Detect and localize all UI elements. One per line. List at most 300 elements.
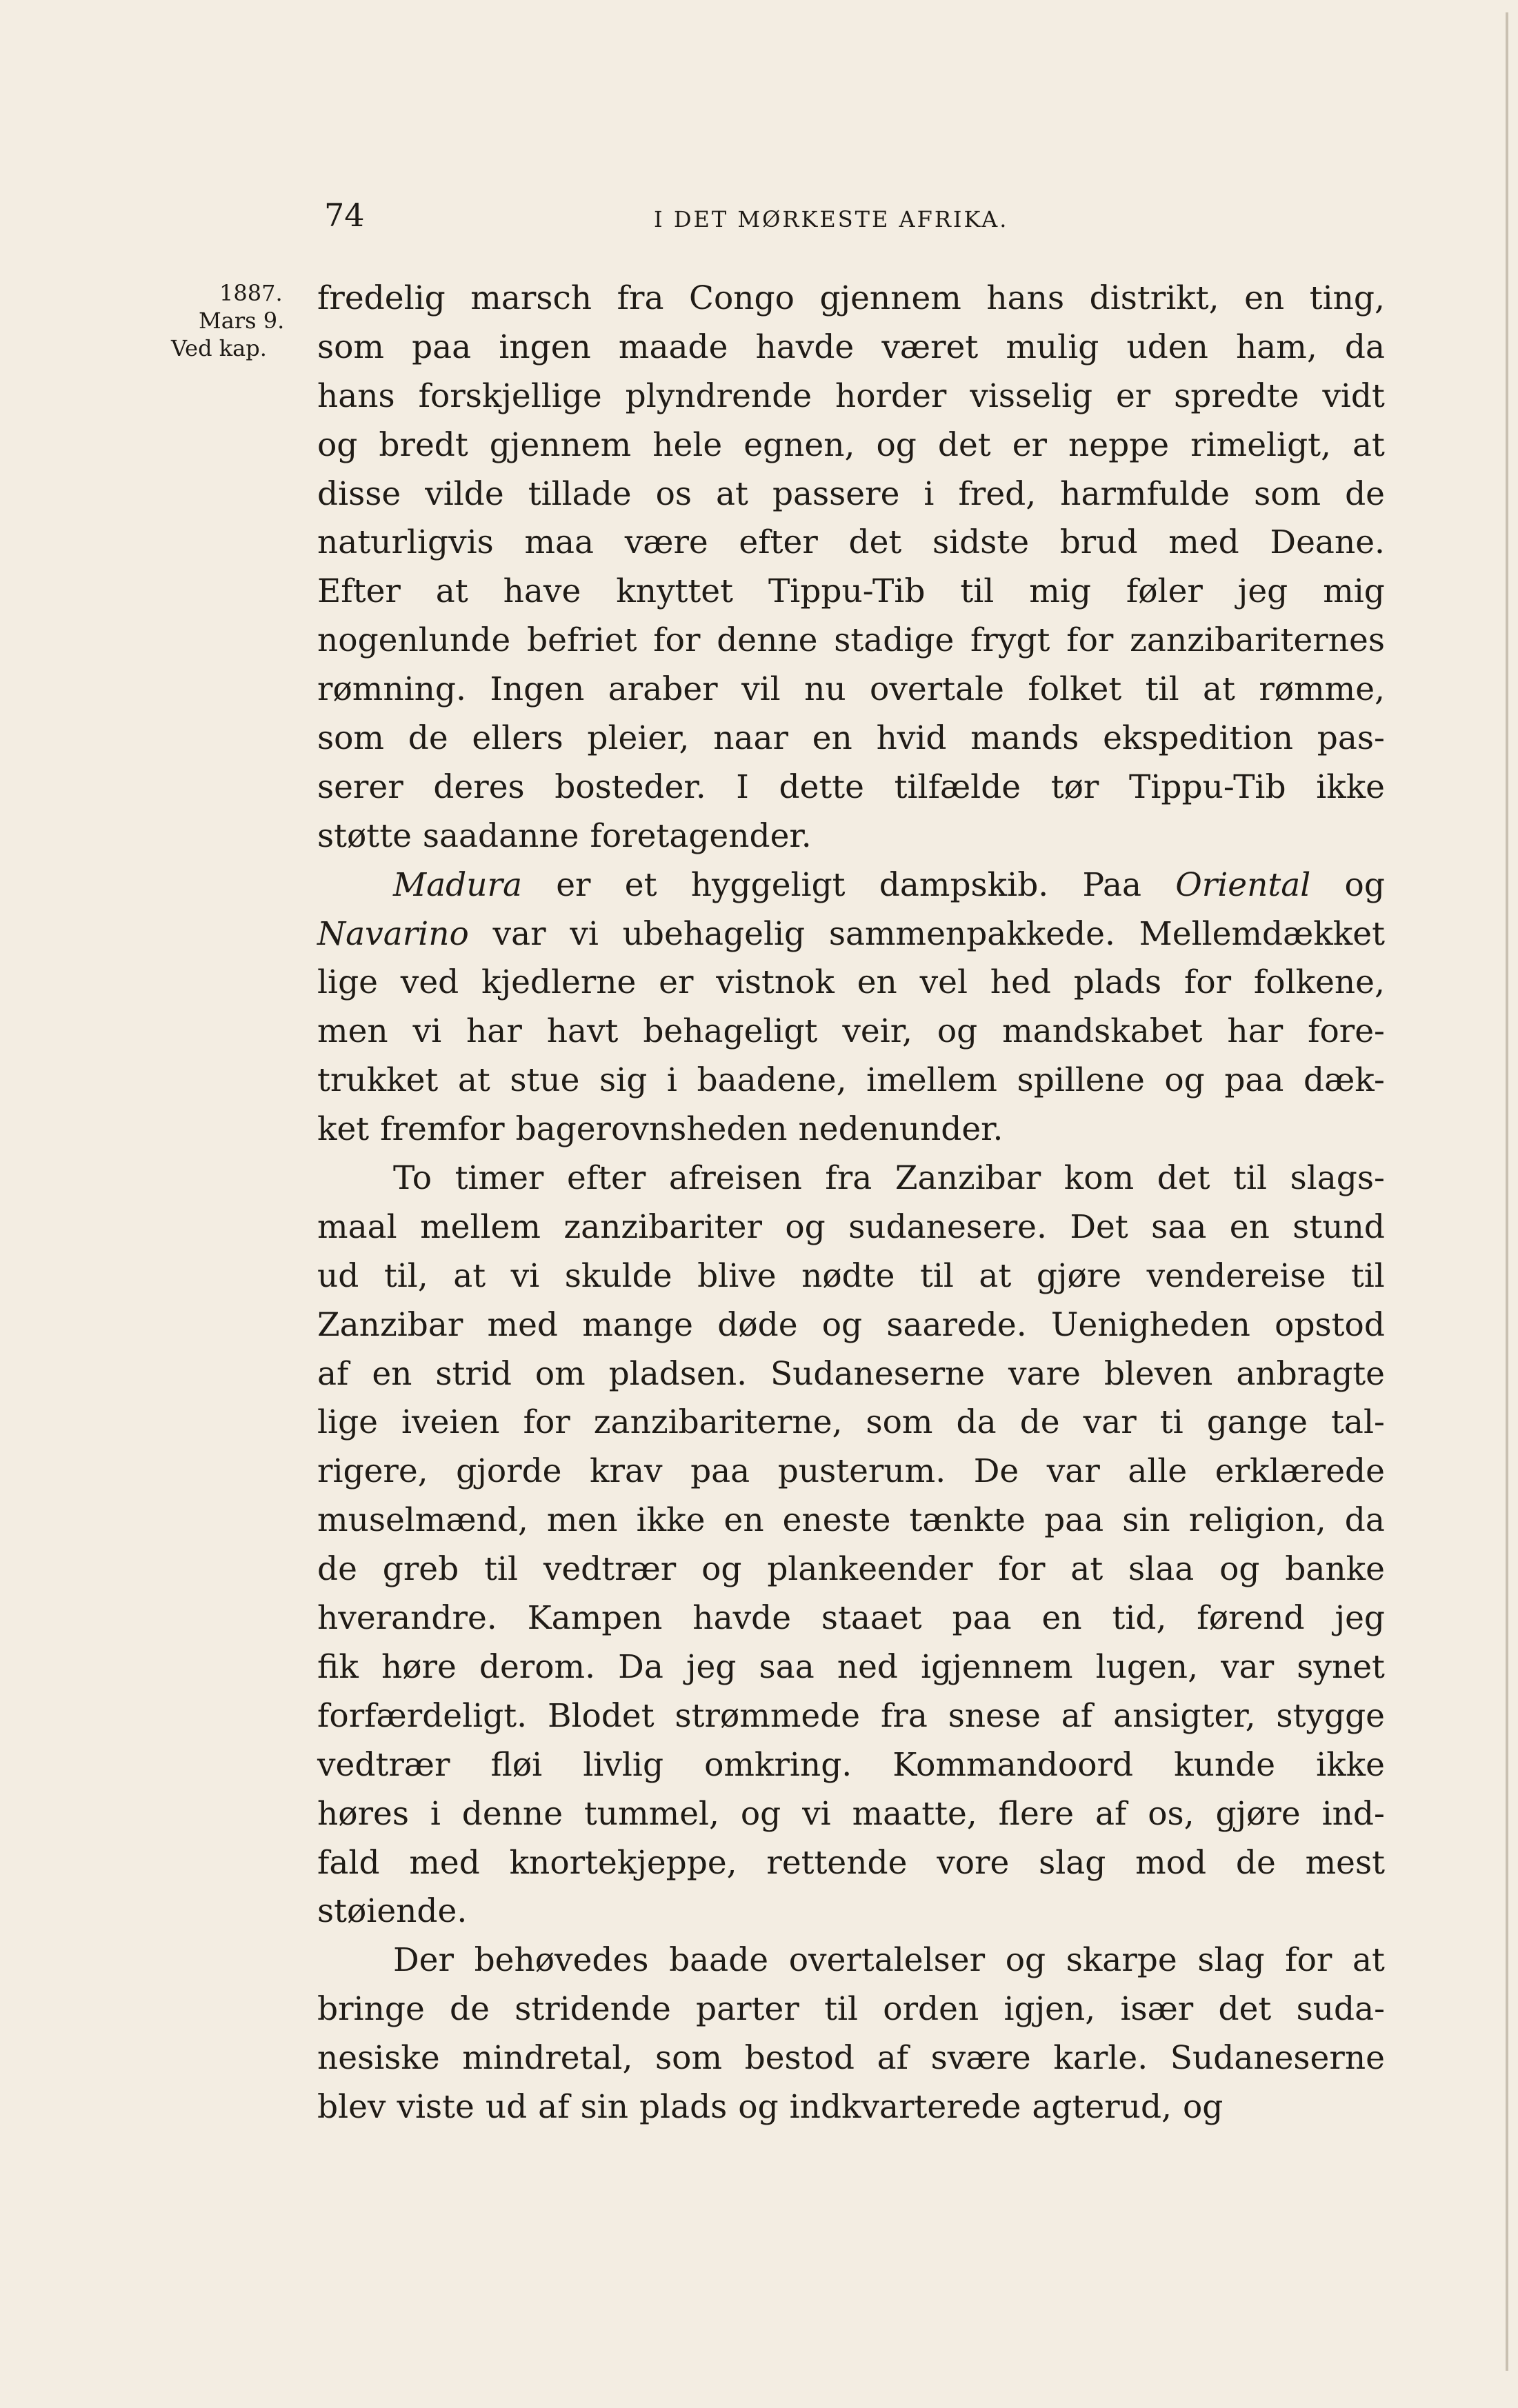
- word: nu: [804, 670, 846, 709]
- word: ved: [400, 963, 459, 1002]
- word: Sudaneserne: [1170, 2039, 1385, 2078]
- word: Navarino: [317, 914, 469, 953]
- word: førend: [1197, 1599, 1305, 1638]
- text-line: [317, 1545, 1385, 1594]
- word: for: [1285, 1941, 1332, 1980]
- word: dæk-: [1304, 1061, 1385, 1100]
- word: i: [923, 474, 935, 513]
- word: efter: [566, 1159, 646, 1198]
- word: og: [317, 425, 358, 464]
- word: i: [666, 1061, 677, 1100]
- word: var: [1083, 1403, 1137, 1442]
- word: paa: [690, 1452, 750, 1491]
- word: folkene,: [1253, 963, 1385, 1002]
- word: for: [1066, 621, 1114, 660]
- text-line: [317, 1643, 1385, 1692]
- word: at: [1070, 1550, 1103, 1589]
- word: med: [1168, 523, 1239, 562]
- running-head: I DET MØRKESTE AFRIKA.: [654, 206, 1009, 232]
- word: omkring.: [704, 1745, 852, 1784]
- word: egnen,: [743, 425, 855, 464]
- text-line: [317, 519, 1385, 568]
- text-line: [317, 616, 1385, 665]
- word: mig: [1029, 572, 1091, 611]
- word: saa: [759, 1647, 815, 1686]
- word: ket: [317, 1110, 370, 1149]
- word: ham,: [1235, 328, 1317, 366]
- text-line: [317, 1007, 1385, 1056]
- word: trukket: [317, 1061, 439, 1100]
- text-line: [317, 1105, 1385, 1154]
- word: behøvedes: [474, 1941, 649, 1980]
- word: og: [738, 2087, 779, 2126]
- word: pleier,: [587, 719, 690, 758]
- word: mandskabet: [1002, 1012, 1203, 1051]
- word: at: [453, 1256, 486, 1295]
- word: svære: [930, 2039, 1031, 2078]
- word: fredelig: [317, 279, 446, 317]
- word: pas-: [1317, 719, 1385, 758]
- word: Sudaneserne: [770, 1354, 986, 1393]
- text-line: [317, 1692, 1385, 1741]
- word: ikke: [1316, 1745, 1385, 1784]
- word: behageligt: [643, 1012, 818, 1051]
- word: af: [317, 1354, 349, 1393]
- word: sin: [1122, 1501, 1170, 1540]
- word: det: [937, 425, 991, 464]
- text-line: [317, 1447, 1385, 1496]
- page-header: [324, 194, 1400, 236]
- word: Congo: [689, 279, 795, 317]
- word: sidste: [932, 523, 1030, 562]
- word: gange: [1206, 1403, 1308, 1442]
- word: araber: [608, 670, 718, 709]
- word: gjennem: [819, 279, 961, 317]
- word: Blodet: [547, 1696, 655, 1735]
- word: hvid: [876, 719, 947, 758]
- word: og: [701, 1550, 742, 1589]
- word: de: [1019, 1403, 1060, 1442]
- word: gjennem: [489, 425, 632, 464]
- word: fik: [317, 1647, 359, 1686]
- word: mands: [970, 719, 1079, 758]
- word: suda-: [1296, 1990, 1385, 2029]
- word: fløi: [490, 1745, 543, 1784]
- word: sin: [580, 2087, 628, 2126]
- text-line: [317, 861, 1385, 910]
- word: harmfulde: [1060, 474, 1230, 513]
- word: marsch: [470, 279, 592, 317]
- word: Mellemdækket: [1139, 914, 1385, 953]
- word: zanzibariter: [563, 1207, 762, 1246]
- word: disse: [317, 474, 401, 513]
- word: kjedlerne: [481, 963, 637, 1002]
- text-line: [317, 421, 1385, 470]
- word: til,: [383, 1256, 428, 1295]
- word: flere: [998, 1794, 1075, 1833]
- word: det: [848, 523, 902, 562]
- body-text: [317, 274, 1385, 2132]
- word: spillene: [1017, 1061, 1145, 1100]
- word: tid,: [1112, 1599, 1167, 1638]
- word: baadene,: [697, 1061, 847, 1100]
- word: tilfælde: [894, 767, 1021, 806]
- word: deres: [433, 767, 525, 806]
- word: fra: [880, 1696, 928, 1735]
- word: gjøre: [1036, 1256, 1122, 1295]
- text-line: [317, 1301, 1385, 1350]
- word: plads: [639, 2087, 728, 2126]
- word: pladsen.: [608, 1354, 748, 1393]
- word: ingen: [499, 328, 591, 366]
- word: Zanzibar: [895, 1159, 1041, 1198]
- word: synet: [1297, 1647, 1385, 1686]
- word: alle: [1128, 1452, 1188, 1491]
- word: Uenigheden: [1050, 1305, 1250, 1344]
- word: som: [317, 719, 384, 758]
- word: neppe: [1068, 425, 1170, 464]
- word: visselig: [970, 377, 1093, 415]
- text-line: [317, 274, 1385, 323]
- word: krav: [590, 1452, 663, 1491]
- word: anbragte: [1236, 1354, 1385, 1393]
- text-line: [317, 1154, 1385, 1203]
- text-line: [317, 714, 1385, 763]
- word: knortekjeppe,: [509, 1843, 737, 1882]
- word: vilde: [425, 474, 504, 513]
- word: af: [538, 2087, 570, 2126]
- text-line: [317, 665, 1385, 714]
- word: gjorde: [456, 1452, 562, 1491]
- word: horder: [835, 377, 947, 415]
- word: eneste: [782, 1501, 891, 1540]
- text-line: [317, 812, 1385, 861]
- word: paa: [412, 328, 472, 366]
- word: at: [435, 572, 468, 611]
- word: nødte: [801, 1256, 895, 1295]
- word: af: [1095, 1794, 1127, 1833]
- word: To: [393, 1159, 432, 1198]
- word: ind-: [1321, 1794, 1385, 1833]
- word: vi: [570, 914, 599, 953]
- word: zanzibariterne,: [593, 1403, 843, 1442]
- word: var: [1046, 1452, 1100, 1491]
- word: lugen,: [1095, 1647, 1199, 1686]
- word: snese: [948, 1696, 1041, 1735]
- word: brud: [1059, 523, 1138, 562]
- word: ikke: [1316, 767, 1385, 806]
- word: med: [409, 1843, 480, 1882]
- word: og: [1164, 1061, 1205, 1100]
- word: rettende: [766, 1843, 908, 1882]
- word: pusterum.: [777, 1452, 946, 1491]
- word: da: [1344, 328, 1385, 366]
- text-line: [317, 470, 1385, 519]
- margin-date: Mars 9.: [199, 308, 285, 334]
- word: og: [937, 1012, 978, 1051]
- word: tillade: [528, 474, 632, 513]
- word: naturligvis: [317, 523, 494, 562]
- word: høres: [317, 1794, 409, 1833]
- word: os: [655, 474, 692, 513]
- word: sudanesere.: [848, 1207, 1047, 1246]
- word: tummel,: [583, 1794, 719, 1833]
- word: stund: [1292, 1207, 1385, 1246]
- word: karle.: [1053, 2039, 1148, 2078]
- word: og: [785, 1207, 826, 1246]
- word: vel: [919, 963, 968, 1002]
- word: være: [624, 523, 708, 562]
- word: strid: [435, 1354, 512, 1393]
- word: zanzibariternes: [1130, 621, 1385, 660]
- word: med: [487, 1305, 559, 1344]
- word: for: [998, 1550, 1046, 1589]
- word: Kommandoord: [892, 1745, 1134, 1784]
- word: lige: [317, 1403, 378, 1442]
- word: tør: [1050, 767, 1099, 806]
- word: til: [1233, 1159, 1268, 1198]
- word: en: [372, 1354, 412, 1393]
- word: saadanne: [422, 816, 579, 855]
- word: blev: [317, 2087, 386, 2126]
- word: bredt: [379, 425, 468, 464]
- text-line: [317, 2034, 1385, 2083]
- word: vidt: [1322, 377, 1385, 415]
- word: Ingen: [490, 670, 585, 709]
- word: fra: [617, 279, 664, 317]
- word: derom.: [479, 1647, 596, 1686]
- word: rømme,: [1259, 670, 1385, 709]
- word: til: [1350, 1256, 1385, 1295]
- word: for: [1184, 963, 1232, 1002]
- word: stue: [510, 1061, 580, 1100]
- word: igjennem: [921, 1647, 1073, 1686]
- text-line: [317, 1350, 1385, 1399]
- word: baade: [669, 1941, 769, 1980]
- word: tænkte: [909, 1501, 1026, 1540]
- word: dette: [779, 767, 864, 806]
- word: af: [877, 2039, 908, 2078]
- word: igjen,: [1003, 1990, 1096, 2029]
- word: jeg: [1237, 572, 1288, 611]
- word: efter: [739, 523, 818, 562]
- word: for: [523, 1403, 570, 1442]
- word: bestod: [744, 2039, 855, 2078]
- word: agterud,: [1032, 2087, 1172, 2126]
- word: de: [450, 1990, 490, 2029]
- word: befriet: [526, 621, 637, 660]
- word: jeg: [686, 1647, 737, 1686]
- word: foretagender.: [590, 816, 812, 855]
- word: da: [1344, 1501, 1385, 1540]
- word: lige: [317, 963, 378, 1002]
- word: slag: [1197, 1941, 1265, 1980]
- word: afreisen: [668, 1159, 802, 1198]
- word: distrikt,: [1089, 279, 1219, 317]
- word: en: [812, 719, 852, 758]
- word: ubehagelig: [622, 914, 806, 953]
- word: forskjellige: [418, 377, 602, 415]
- word: spredte: [1174, 377, 1299, 415]
- word: fald: [317, 1843, 380, 1882]
- margin-place: Ved kap.: [171, 335, 267, 361]
- word: mindretal,: [462, 2039, 633, 2078]
- text-line: [317, 1496, 1385, 1545]
- word: mig: [1323, 572, 1385, 611]
- word: støtte: [317, 816, 412, 855]
- text-line: [317, 1790, 1385, 1839]
- word: vil: [741, 670, 781, 709]
- word: have: [503, 572, 581, 611]
- page-edge: [1506, 12, 1508, 2371]
- word: vedtrær: [317, 1745, 450, 1784]
- word: bleven: [1103, 1354, 1213, 1393]
- word: høre: [381, 1647, 457, 1686]
- word: rømning.: [317, 670, 466, 709]
- word: og: [1005, 1941, 1046, 1980]
- word: hele: [652, 425, 723, 464]
- word: havt: [546, 1012, 619, 1051]
- text-line: [317, 959, 1385, 1007]
- word: for: [653, 621, 701, 660]
- word: saa: [1151, 1207, 1207, 1246]
- word: plyndrende: [625, 377, 812, 415]
- word: som: [655, 2039, 723, 2078]
- word: strømmede: [675, 1696, 861, 1735]
- text-line: [317, 1252, 1385, 1301]
- text-line: [317, 1203, 1385, 1252]
- word: Deane.: [1270, 523, 1385, 562]
- word: til: [824, 1990, 859, 2029]
- word: folket: [1028, 670, 1122, 709]
- word: vendereise: [1146, 1256, 1326, 1295]
- word: ned: [837, 1647, 898, 1686]
- word: en: [1244, 279, 1285, 317]
- word: maatte,: [852, 1794, 977, 1833]
- word: døde: [717, 1305, 798, 1344]
- word: maal: [317, 1207, 397, 1246]
- word: til: [919, 1256, 954, 1295]
- text-line: [317, 910, 1385, 959]
- word: maade: [618, 328, 728, 366]
- word: stridende: [515, 1990, 671, 2029]
- word: opstod: [1275, 1305, 1385, 1344]
- word: denne: [717, 621, 818, 660]
- word: Tippu-Tib: [1129, 767, 1286, 806]
- word: veir,: [842, 1012, 912, 1051]
- word: Zanzibar: [317, 1305, 463, 1344]
- word: og: [876, 425, 917, 464]
- text-line: [317, 1398, 1385, 1447]
- word: Tippu-Tib: [768, 572, 926, 611]
- word: vi: [412, 1012, 442, 1051]
- word: da: [956, 1403, 997, 1442]
- word: slags-: [1290, 1159, 1385, 1198]
- word: Paa: [1082, 865, 1142, 904]
- word: slaa: [1128, 1550, 1195, 1589]
- word: serer: [317, 767, 403, 806]
- word: bosteder.: [555, 767, 706, 806]
- word: timer: [455, 1159, 544, 1198]
- word: religion,: [1188, 1501, 1326, 1540]
- margin-note: [171, 279, 323, 362]
- word: maa: [524, 523, 595, 562]
- word: ikke: [636, 1501, 706, 1540]
- word: fore-: [1308, 1012, 1385, 1051]
- word: var: [1221, 1647, 1275, 1686]
- word: det: [1218, 1990, 1272, 2029]
- word: hed: [990, 963, 1051, 1002]
- word: greb: [382, 1550, 459, 1589]
- word: har: [466, 1012, 522, 1051]
- word: til: [484, 1550, 518, 1589]
- word: er: [659, 963, 694, 1002]
- text-line: [317, 1056, 1385, 1105]
- word: skarpe: [1066, 1941, 1177, 1980]
- word: gjøre: [1215, 1794, 1301, 1833]
- word: at: [716, 474, 748, 513]
- word: paa: [952, 1599, 1012, 1638]
- word: til: [1145, 670, 1179, 709]
- word: ansigter,: [1113, 1696, 1256, 1735]
- word: ti: [1159, 1403, 1184, 1442]
- word: om: [535, 1354, 586, 1393]
- word: forfærdeligt.: [317, 1696, 528, 1735]
- word: vi: [802, 1794, 831, 1833]
- word: at: [1203, 670, 1235, 709]
- word: hverandre.: [317, 1599, 497, 1638]
- word: føler: [1126, 572, 1203, 611]
- word: og: [740, 1794, 781, 1833]
- word: og: [1219, 1550, 1260, 1589]
- word: vi: [510, 1256, 540, 1295]
- word: men: [317, 1012, 388, 1051]
- word: ting,: [1309, 279, 1385, 317]
- word: slag: [1039, 1843, 1106, 1882]
- word: mulig: [1006, 328, 1099, 366]
- word: nesiske: [317, 2039, 440, 2078]
- word: er: [1012, 425, 1047, 464]
- word: til: [960, 572, 995, 611]
- word: passere: [772, 474, 900, 513]
- word: et: [624, 865, 657, 904]
- word: en: [1229, 1207, 1270, 1246]
- word: knyttet: [616, 572, 734, 611]
- word: fra: [825, 1159, 872, 1198]
- word: Da: [618, 1647, 663, 1686]
- word: som: [1254, 474, 1321, 513]
- word: paa: [1224, 1061, 1284, 1100]
- word: overtalelser: [788, 1941, 986, 1980]
- word: plads: [1073, 963, 1162, 1002]
- text-line: [317, 1887, 1385, 1936]
- word: ekspedition: [1103, 719, 1294, 758]
- word: kom: [1063, 1159, 1135, 1198]
- word: især: [1120, 1990, 1194, 2029]
- word: og: [1182, 2087, 1224, 2126]
- word: mest: [1305, 1843, 1385, 1882]
- word: Madura: [393, 865, 522, 904]
- word: denne: [461, 1794, 563, 1833]
- word: at: [979, 1256, 1012, 1295]
- word: banke: [1285, 1550, 1385, 1589]
- word: iveien: [401, 1403, 500, 1442]
- word: havde: [755, 328, 855, 366]
- word: vare: [1008, 1354, 1081, 1393]
- word: mellem: [420, 1207, 541, 1246]
- word: en: [1041, 1599, 1082, 1638]
- text-line: [317, 372, 1385, 421]
